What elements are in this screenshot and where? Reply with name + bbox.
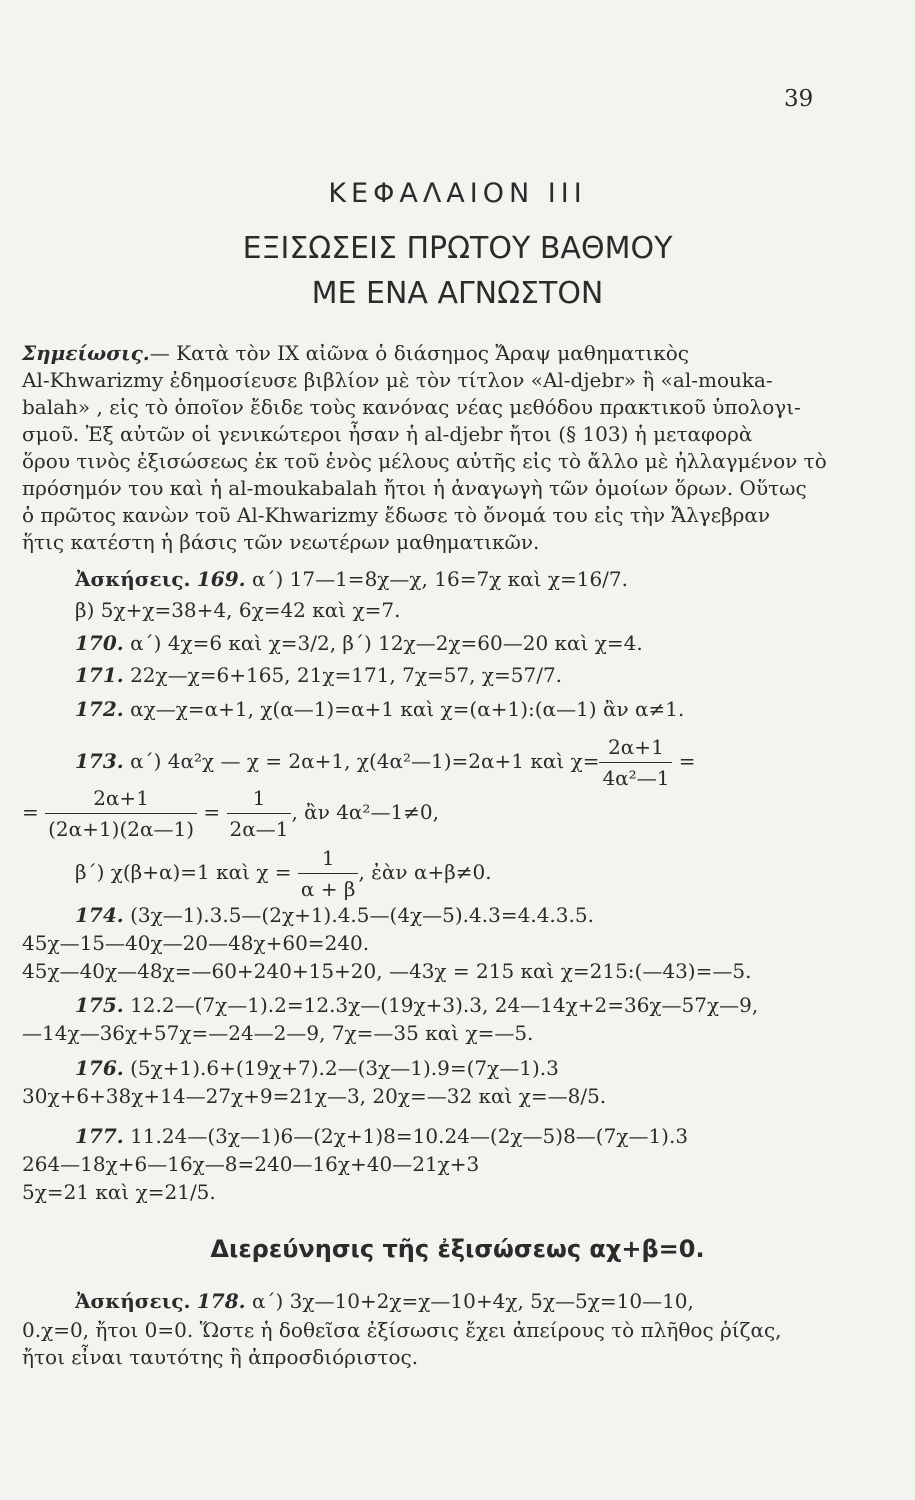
note-line-8: ἥτις κατέστη ἡ βάσις τῶν νεωτέρων μαθηματικῶν. [22, 530, 540, 554]
exercise-174-line-2: 45χ—15—40χ—20—48χ+60=240. [22, 931, 370, 955]
exercise-172: 172. αχ—χ=α+1, χ(α—1)=α+1 καὶ χ=(α+1):(α—1) ἂν α≠1. [75, 697, 685, 721]
note-line-6: πρόσημόν του καὶ ἡ al-moukabalah ἤτοι ἡ ἀναγωγὴ τῶν ὁμοίων ὅρων. Οὕτως [22, 476, 807, 500]
exercise-178-line-1: Ἀσκήσεις. 178. α΄) 3χ—10+2χ=χ—10+4χ, 5χ—5χ=10—10, [75, 1289, 694, 1313]
exercise-175-line-2: —14χ—36χ+57χ=—24—2—9, 7χ=—35 καὶ χ=—5. [22, 1021, 534, 1045]
note-line-5: ὅρου τινὸς ἐξισώσεως ἐκ τοῦ ἑνὸς μέλους αὐτῆς εἰς τὸ ἄλλο μὲ ἠλλαγμένον τὸ [22, 449, 827, 473]
fraction-2: $\frac{2\alpha+1}{(2\alpha+1)(2\alpha—1)}$ [45, 783, 197, 844]
chapter-heading: ΚΕΦΑΛΑΙΟΝ ΙΙΙ [328, 178, 587, 209]
note-line-2: Al-Khwarizmy ἐδημοσίευσε βιβλίον μὲ τὸν τίτλον «Al-djebr» ἢ «al-mouka- [22, 368, 773, 392]
exercises-label: Ἀσκήσεις. [75, 567, 191, 591]
exercise-174-line-3: 45χ—40χ—48χ=—60+240+15+20, —43χ = 215 καὶ χ=215:(—43)=—5. [22, 959, 752, 983]
exercise-174-line-1: 174. (3χ—1).3.5—(2χ+1).4.5—(4χ—5).4.3=4.4.3.5. [75, 903, 594, 927]
exercise-169-a: Ἀσκήσεις. 169. α΄) 17—1=8χ—χ, 16=7χ καὶ χ=16/7. [75, 567, 629, 591]
exercise-177-line-1: 177. 11.24—(3χ—1)6—(2χ+1)8=10.24—(2χ—5)8—(7χ—1).3 [75, 1124, 689, 1148]
exercise-175-line-1: 175. 12.2—(7χ—1).2=12.3χ—(19χ+3).3, 24—14χ+2=36χ—57χ—9, [75, 993, 759, 1017]
exercise-169-b: β) 5χ+χ=38+4, 6χ=42 καὶ χ=7. [75, 598, 401, 622]
note-line-7: ὁ πρῶτος κανὼν τοῦ Al-Khwarizmy ἔδωσε τὸ ὄνομά του εἰς τὴν Ἄλγεβραν [22, 503, 771, 527]
note-label: Σημείωσις. [22, 341, 150, 365]
exercise-176-line-1: 176. (5χ+1).6+(19χ+7).2—(3χ—1).9=(7χ—1).3 [75, 1056, 559, 1080]
note-line-3: balah» , εἰς τὸ ὁποῖον ἔδιδε τοὺς κανόνας νέας μεθόδου πρακτικοῦ ὑπολογι- [22, 395, 801, 419]
fraction-4: $\frac{1}{\alpha + \beta}$ [298, 843, 359, 904]
fraction-3: $\frac{1}{2\alpha—1}$ [227, 783, 292, 844]
title-line-2: ΜΕ ΕΝΑ ΑΓΝΩΣΤΟΝ [311, 276, 604, 311]
exercise-178-line-3: ἤτοι εἶναι ταυτότης ἢ ἀπροσδιόριστος. [22, 1345, 419, 1369]
note-line-4: σμοῦ. Ἐξ αὐτῶν οἱ γενικώτεροι ἦσαν ἡ al-djebr ἤτοι (§ 103) ἡ μεταφορὰ [22, 422, 753, 446]
page-number: 39 [784, 86, 814, 112]
exercise-177-line-3: 5χ=21 καὶ χ=21/5. [22, 1180, 216, 1204]
note-line-1: Σημείωσις.— Κατὰ τὸν IX αἰῶνα ὁ διάσημος Ἄραψ μαθηματικὸς [22, 341, 689, 365]
exercise-173-line-3: β΄) χ(β+α)=1 καὶ χ = $\frac{1}{\alpha + \beta}$ , ἐὰν α+β≠0. [75, 843, 492, 904]
title-line-1: ΕΞΙΣΩΣΕΙΣ ΠΡΩΤΟΥ ΒΑΘΜΟΥ [242, 231, 673, 266]
section-title: Διερεύνησις τῆς ἐξισώσεως αχ+β=0. [210, 1235, 705, 1263]
exercise-171: 171. 22χ—χ=6+165, 21χ=171, 7χ=57, χ=57/7. [75, 663, 563, 687]
exercise-177-line-2: 264—18χ+6—16χ—8=240—16χ+40—21χ+3 [22, 1152, 480, 1176]
exercise-173-line-2: = $\frac{2\alpha+1}{(2\alpha+1)(2\alpha—1)}$ = $\frac{1}{2\alpha—1}$ , ἂν 4α²—1≠0, [22, 783, 439, 844]
exercise-178-line-2: 0.χ=0, ἤτοι 0=0. Ὥστε ἡ δοθεῖσα ἐξίσωσις ἔχει ἀπείρους τὸ πλῆθος ῥίζας, [22, 1318, 782, 1342]
fraction-1: $\frac{2\alpha+1}{\text{4α²—1}}$ [599, 732, 672, 793]
exercise-170: 170. α΄) 4χ=6 καὶ χ=3/2, β΄) 12χ—2χ=60—20 καὶ χ=4. [75, 631, 643, 655]
exercise-176-line-2: 30χ+6+38χ+14—27χ+9=21χ—3, 20χ=—32 καὶ χ=—8/5. [22, 1084, 607, 1108]
exercise-173-line-1: 173. α΄) 4α²χ — χ = 2α+1, χ(4α²—1)=2α+1 καὶ χ= $\frac{2\alpha+1}{\text{4α²—1}}$ = [75, 732, 696, 793]
